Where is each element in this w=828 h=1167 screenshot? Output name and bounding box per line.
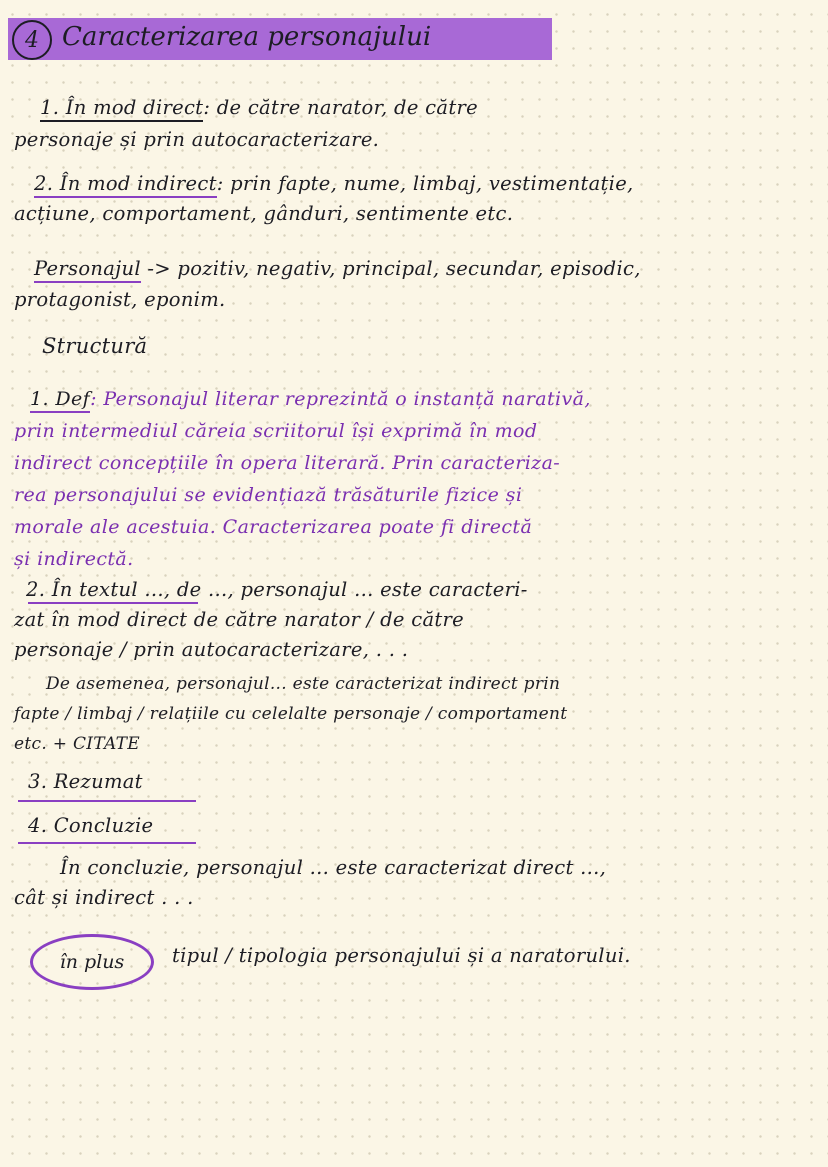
point2-underline — [28, 602, 198, 604]
point2-line-6: etc. + CITATE — [14, 734, 140, 754]
types-line-1 — [34, 257, 641, 280]
definition-line-4: rea personajului se evidențiază trăsăturile fizice și — [14, 484, 523, 506]
extra-badge-label: în plus — [59, 951, 125, 973]
definition-line-5: morale ale acestuia. Caracterizarea poate fi directă — [14, 516, 533, 538]
definition-text-1: : Personajul literar reprezintă o instanță narativă, — [90, 388, 591, 410]
conclusion-line-2: cât și indirect . . . — [14, 886, 194, 909]
point2-line-1 — [26, 578, 528, 601]
section-number-circle — [12, 20, 52, 60]
conclusion-heading: 4. Concluzie — [28, 814, 154, 837]
structure-heading: Structură — [42, 334, 148, 358]
definition-line-6: și indirectă. — [14, 548, 134, 570]
conclusion-underline — [18, 842, 196, 844]
types-label: Personajul — [34, 257, 141, 283]
direct-line-1 — [40, 96, 478, 119]
extra-text: tipul / tipologia personajului și a naratorului. — [172, 944, 631, 967]
summary-underline — [18, 800, 196, 802]
types-line-2: protagonist, eponim. — [14, 288, 226, 311]
indirect-label: 2. În mod indirect — [34, 172, 217, 198]
point2-line-4: De asemenea, personajul... este caracterizat indirect prin — [46, 674, 561, 694]
indirect-line-1 — [34, 172, 634, 195]
definition-line-1 — [30, 388, 591, 410]
point2-line-3: personaje / prin autocaracterizare, . . . — [14, 638, 409, 661]
extra-badge — [30, 934, 154, 990]
definition-line-2: prin intermediul căreia scriitorul își exprimă în mod — [14, 420, 538, 442]
types-rest: -> pozitiv, negativ, principal, secundar, episodic, — [140, 257, 641, 280]
summary-heading: 3. Rezumat — [28, 770, 143, 793]
indirect-rest: : prin fapte, nume, limbaj, vestimentație, — [216, 172, 634, 195]
section-number: 4 — [25, 27, 39, 53]
page-title: Caracterizarea personajului — [62, 22, 432, 52]
point2-line-2: zat în mod direct de către narator / de către — [14, 608, 465, 631]
conclusion-line-1: În concluzie, personajul ... este caracterizat direct ..., — [60, 856, 607, 879]
indirect-line-2: acțiune, comportament, gânduri, sentimente etc. — [14, 202, 514, 225]
definition-label: 1. Def — [30, 388, 90, 413]
point2-text-1: 2. În textul ..., de ..., personajul ... este caracteri- — [26, 578, 528, 601]
direct-label: 1. În mod direct — [40, 96, 203, 122]
direct-line-2: personaje și prin autocaracterizare. — [14, 128, 380, 151]
point2-line-5: fapte / limbaj / relațiile cu celelalte personaje / comportament — [14, 704, 568, 724]
direct-rest: : de către narator, de către — [203, 96, 478, 119]
definition-line-3: indirect concepțiile în opera literară. Prin caracteriza- — [14, 452, 561, 474]
